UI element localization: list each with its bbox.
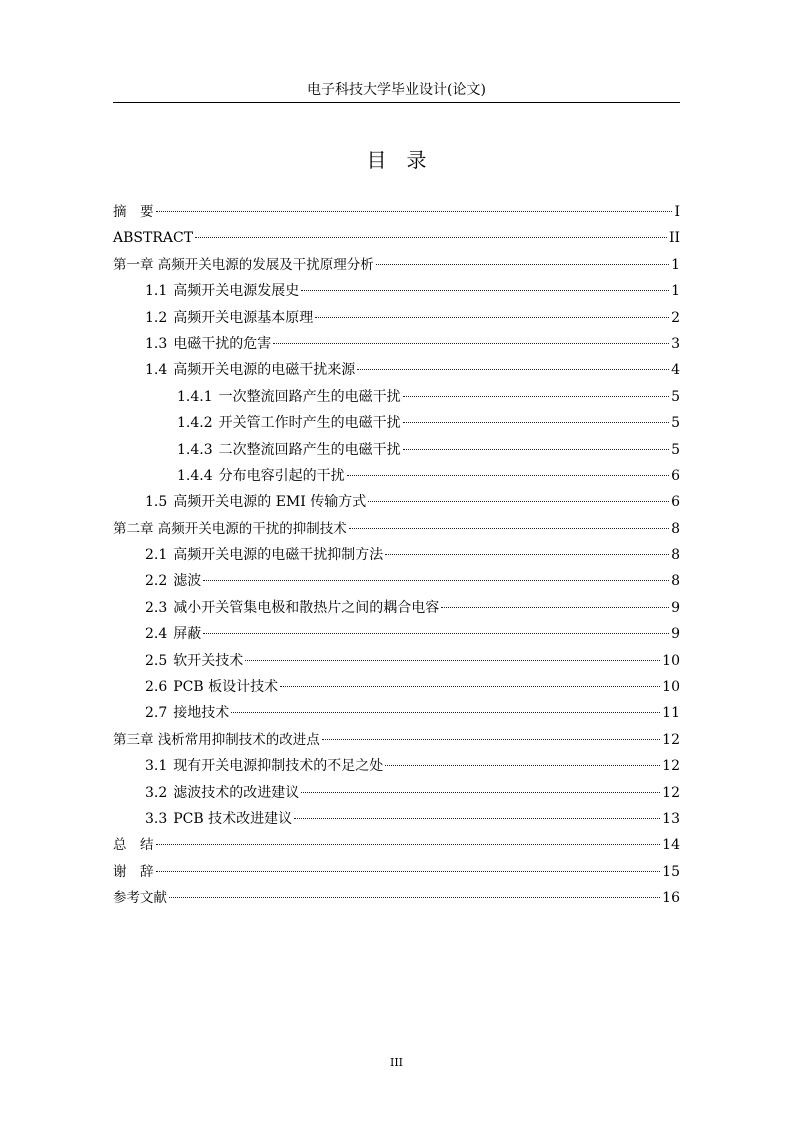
toc-entry-number: 1.2 [145, 309, 168, 326]
toc-entry[interactable] [113, 357, 680, 383]
toc-entry-page: 12 [662, 731, 680, 748]
toc-entry-page: 1 [671, 283, 680, 300]
toc-entry[interactable] [113, 674, 680, 700]
toc-entry-number: 3.2 [145, 784, 168, 801]
toc-entry-page: 16 [662, 890, 680, 907]
toc-entry[interactable] [113, 278, 680, 304]
toc-entry-title: 高频开关电源的 EMI 传输方式 [173, 494, 367, 511]
dot-leader [403, 396, 669, 397]
dot-leader [322, 739, 660, 740]
toc-entry[interactable] [113, 780, 680, 806]
toc-entry-number: 1.4.4 [177, 467, 213, 484]
toc-entry-number: 2.3 [145, 599, 168, 616]
toc-entry-number: 2.7 [145, 705, 168, 722]
toc-entry[interactable] [113, 489, 680, 515]
toc-entry[interactable] [113, 700, 680, 726]
toc-entry-page: 10 [662, 679, 680, 696]
toc-entry-title: 现有开关电源抑制技术的不足之处 [173, 758, 384, 775]
toc-entry[interactable] [113, 568, 680, 594]
toc-entry-title: PCB 板设计技术 [173, 679, 279, 696]
dot-leader [403, 422, 669, 423]
toc-entry-title: 谢 辞 [113, 863, 154, 880]
toc-entry[interactable] [113, 225, 680, 251]
toc-entry[interactable] [113, 463, 680, 489]
toc-entry-page: I [674, 204, 680, 220]
toc-entry-title: 高频开关电源基本原理 [173, 309, 314, 326]
toc-entry-page: 10 [662, 652, 680, 669]
dot-leader [357, 369, 669, 370]
toc-entry-number: 1.4 [145, 362, 168, 379]
toc-entry[interactable] [113, 753, 680, 779]
toc-entry-title: 屏蔽 [173, 626, 202, 643]
dot-leader [349, 528, 669, 529]
toc-entry[interactable] [113, 621, 680, 647]
toc-entry-number: 1.4.1 [177, 388, 213, 405]
toc-entry-number: 1.4.3 [177, 441, 213, 458]
toc-entry-title: 高频开关电源的电磁干扰抑制方法 [173, 547, 384, 564]
toc-entry-title: 滤波 [173, 573, 202, 590]
toc-entry-page: 12 [662, 758, 680, 775]
dot-leader [156, 871, 661, 872]
toc-entry-title: 总 结 [113, 837, 154, 854]
toc-entry[interactable] [113, 727, 680, 753]
toc-list [113, 199, 680, 912]
toc-title-part1: 目 [366, 148, 387, 172]
toc-entry-page: 2 [671, 309, 680, 326]
toc-entry-title: PCB 技术改进建议 [173, 810, 293, 827]
toc-entry-page: 5 [671, 388, 680, 405]
toc-entry-page: 5 [671, 415, 680, 432]
toc-entry-page: 9 [671, 599, 680, 616]
toc-entry[interactable] [113, 516, 680, 542]
toc-entry[interactable] [113, 199, 680, 225]
toc-entry[interactable] [113, 384, 680, 410]
dot-leader [368, 501, 669, 502]
toc-entry-title: 高频开关电源的电磁干扰来源 [173, 362, 356, 379]
dot-leader [273, 343, 669, 344]
toc-entry-page: 6 [671, 467, 680, 484]
dot-leader [385, 765, 660, 766]
toc-entry-page: II [668, 230, 680, 247]
toc-entry-number: 1.4.2 [177, 415, 213, 432]
toc-entry-page: 14 [662, 837, 680, 854]
dot-leader [203, 633, 669, 634]
toc-entry-page: 13 [662, 810, 680, 827]
toc-entry-page: 4 [671, 362, 680, 379]
dot-leader [231, 712, 660, 713]
toc-entry[interactable] [113, 859, 680, 885]
dot-leader [156, 211, 673, 212]
toc-entry-title: 第二章 高频开关电源的干扰的抑制技术 [113, 520, 347, 537]
toc-entry-page: 5 [671, 441, 680, 458]
toc-entry[interactable] [113, 305, 680, 331]
toc-entry-number: 3.3 [145, 810, 168, 827]
toc-entry-title: 减小开关管集电极和散热片之间的耦合电容 [173, 599, 440, 616]
toc-entry[interactable] [113, 832, 680, 858]
dot-leader [301, 290, 669, 291]
toc-entry[interactable] [113, 806, 680, 832]
toc-entry[interactable] [113, 437, 680, 463]
dot-leader [245, 660, 660, 661]
toc-entry-page: 15 [662, 863, 680, 880]
dot-leader [195, 237, 667, 238]
toc-entry-title: 高频开关电源发展史 [173, 283, 300, 300]
page-number: III [389, 1056, 404, 1069]
toc-entry-title: 滤波技术的改进建议 [173, 784, 300, 801]
dot-leader [403, 449, 669, 450]
toc-entry-title: ABSTRACT [113, 230, 194, 247]
toc-title-part2: 录 [406, 148, 427, 172]
header-rule [113, 102, 680, 103]
toc-entry-page: 11 [662, 705, 680, 722]
toc-entry[interactable] [113, 410, 680, 436]
dot-leader [376, 264, 669, 265]
toc-entry-page: 8 [671, 573, 680, 590]
toc-entry-page: 8 [671, 520, 680, 537]
toc-entry-page: 9 [671, 626, 680, 643]
toc-entry-number: 2.1 [145, 547, 168, 564]
toc-entry-page: 8 [671, 547, 680, 564]
toc-entry-page: 3 [671, 335, 680, 352]
running-header: 电子科技大学毕业设计(论文) [307, 82, 486, 98]
toc-entry-number: 1.5 [145, 494, 168, 511]
toc-entry-page: 12 [662, 784, 680, 801]
toc-entry-title: 第一章 高频开关电源的发展及干扰原理分析 [113, 256, 374, 273]
toc-entry-title: 参考文献 [113, 890, 167, 907]
dot-leader [280, 686, 660, 687]
dot-leader [315, 317, 669, 318]
toc-entry-title: 软开关技术 [173, 652, 244, 669]
dot-leader [347, 475, 669, 476]
toc-entry[interactable] [113, 885, 680, 911]
toc-entry-number: 3.1 [145, 758, 168, 775]
toc-entry-number: 2.6 [145, 679, 168, 696]
toc-entry[interactable] [113, 331, 680, 357]
dot-leader [156, 844, 661, 845]
toc-entry-title: 摘 要 [113, 204, 154, 220]
dot-leader [301, 792, 660, 793]
toc-entry-page: 6 [671, 494, 680, 511]
toc-title [113, 146, 680, 174]
toc-entry-title: 电磁干扰的危害 [173, 335, 272, 352]
toc-entry-title: 一次整流回路产生的电磁干扰 [218, 388, 401, 405]
dot-leader [169, 897, 660, 898]
toc-entry-number: 1.3 [145, 335, 168, 352]
toc-entry-page: 1 [671, 256, 680, 273]
dot-leader [385, 554, 669, 555]
toc-entry-title: 二次整流回路产生的电磁干扰 [218, 441, 401, 458]
toc-entry-title: 第三章 浅析常用抑制技术的改进点 [113, 731, 320, 748]
dot-leader [441, 607, 669, 608]
toc-entry[interactable] [113, 595, 680, 621]
toc-entry[interactable] [113, 542, 680, 568]
toc-entry-number: 2.5 [145, 652, 168, 669]
toc-entry-title: 接地技术 [173, 705, 230, 722]
toc-entry-title: 开关管工作时产生的电磁干扰 [218, 415, 401, 432]
toc-entry-number: 2.2 [145, 573, 168, 590]
toc-entry-number: 1.1 [145, 283, 168, 300]
dot-leader [203, 580, 669, 581]
toc-entry-number: 2.4 [145, 626, 168, 643]
toc-entry[interactable] [113, 648, 680, 674]
toc-entry[interactable] [113, 252, 680, 278]
toc-entry-title: 分布电容引起的干扰 [218, 467, 345, 484]
dot-leader [294, 818, 660, 819]
